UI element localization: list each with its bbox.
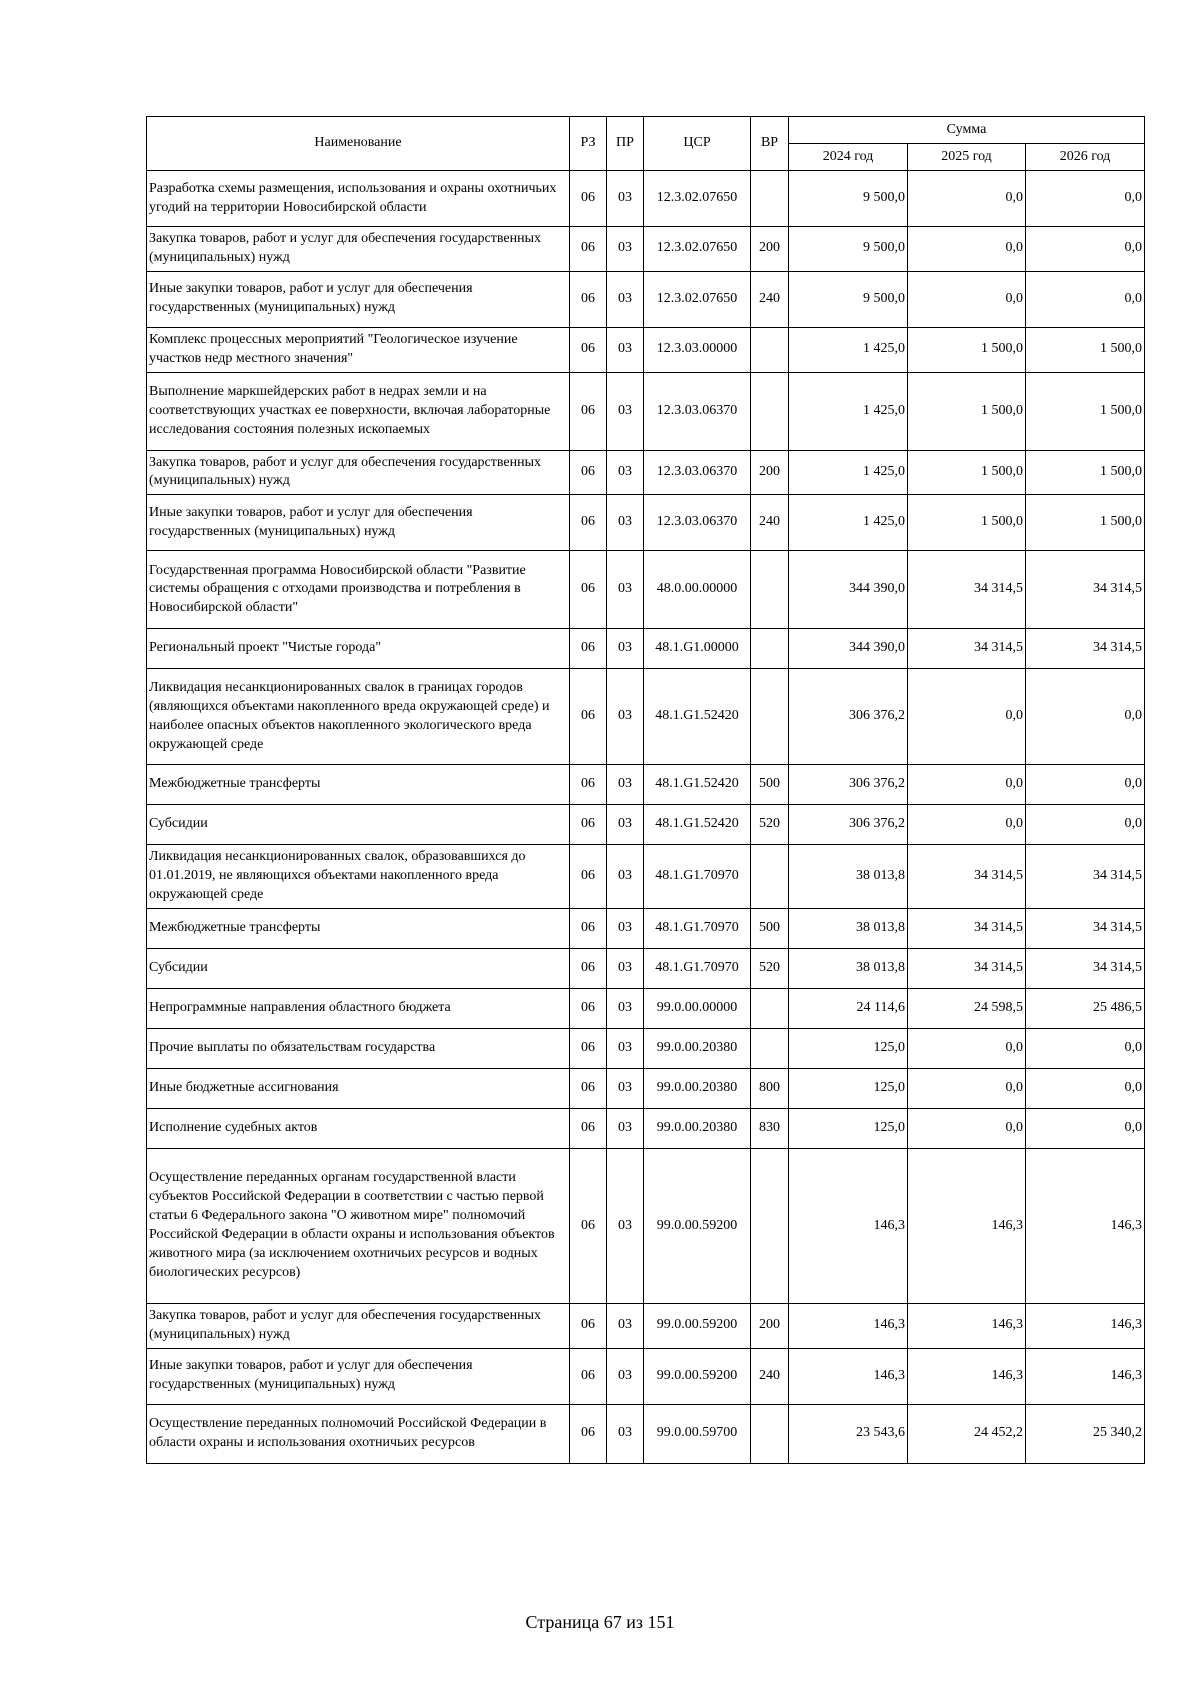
row-csr: 48.1.G1.52420 — [644, 669, 751, 765]
row-csr: 48.1.G1.70970 — [644, 949, 751, 989]
row-rz: 06 — [570, 227, 607, 272]
row-vr — [751, 1149, 789, 1304]
row-name: Прочие выплаты по обязательствам государства — [147, 1029, 570, 1069]
row-sum-2026: 0,0 — [1026, 1029, 1145, 1069]
row-rz: 06 — [570, 372, 607, 450]
table-row — [147, 171, 1145, 227]
row-sum-2026: 0,0 — [1026, 171, 1145, 227]
header-name: Наименование — [147, 117, 570, 171]
row-pr: 03 — [607, 1069, 644, 1109]
row-sum-2026: 146,3 — [1026, 1348, 1145, 1404]
row-rz: 06 — [570, 271, 607, 327]
header-csr: ЦСР — [644, 117, 751, 171]
row-pr: 03 — [607, 629, 644, 669]
row-pr: 03 — [607, 845, 644, 909]
row-name: Субсидии — [147, 949, 570, 989]
row-sum-2026: 34 314,5 — [1026, 551, 1145, 629]
row-vr — [751, 372, 789, 450]
table-row — [147, 845, 1145, 909]
row-vr: 520 — [751, 949, 789, 989]
budget-table — [146, 116, 1145, 1464]
row-rz: 06 — [570, 669, 607, 765]
row-name: Исполнение судебных актов — [147, 1109, 570, 1149]
row-sum-2024: 1 425,0 — [789, 372, 908, 450]
row-sum-2025: 0,0 — [908, 271, 1026, 327]
row-pr: 03 — [607, 271, 644, 327]
row-rz: 06 — [570, 1404, 607, 1463]
row-pr: 03 — [607, 949, 644, 989]
row-csr: 12.3.02.07650 — [644, 171, 751, 227]
row-name: Закупка товаров, работ и услуг для обеспечения государственных (муниципальных) нужд — [147, 450, 570, 495]
header-year-2025: 2025 год — [908, 144, 1026, 171]
row-rz: 06 — [570, 909, 607, 949]
row-rz: 06 — [570, 629, 607, 669]
row-rz: 06 — [570, 989, 607, 1029]
row-sum-2026: 34 314,5 — [1026, 845, 1145, 909]
header-year-2026: 2026 год — [1026, 144, 1145, 171]
row-sum-2026: 1 500,0 — [1026, 327, 1145, 372]
row-sum-2025: 1 500,0 — [908, 495, 1026, 551]
row-csr: 99.0.00.59200 — [644, 1304, 751, 1349]
row-rz: 06 — [570, 765, 607, 805]
table-row — [147, 1404, 1145, 1463]
table-row — [147, 271, 1145, 327]
row-vr — [751, 845, 789, 909]
row-csr: 48.1.G1.52420 — [644, 805, 751, 845]
row-pr: 03 — [607, 989, 644, 1029]
row-pr: 03 — [607, 765, 644, 805]
row-sum-2025: 0,0 — [908, 1069, 1026, 1109]
header-pr: ПР — [607, 117, 644, 171]
header-rz: РЗ — [570, 117, 607, 171]
row-sum-2026: 0,0 — [1026, 805, 1145, 845]
header-sum: Сумма — [789, 117, 1145, 144]
row-vr: 500 — [751, 765, 789, 805]
row-sum-2025: 34 314,5 — [908, 949, 1026, 989]
row-vr — [751, 1404, 789, 1463]
row-sum-2024: 9 500,0 — [789, 271, 908, 327]
row-sum-2025: 24 452,2 — [908, 1404, 1026, 1463]
row-sum-2026: 0,0 — [1026, 227, 1145, 272]
row-sum-2026: 34 314,5 — [1026, 949, 1145, 989]
row-sum-2025: 0,0 — [908, 765, 1026, 805]
row-vr — [751, 669, 789, 765]
row-sum-2024: 125,0 — [789, 1029, 908, 1069]
row-sum-2026: 25 340,2 — [1026, 1404, 1145, 1463]
table-row — [147, 765, 1145, 805]
row-sum-2026: 25 486,5 — [1026, 989, 1145, 1029]
row-name: Разработка схемы размещения, использования и охраны охотничьих угодий на территории Новосибирской области — [147, 171, 570, 227]
row-sum-2026: 34 314,5 — [1026, 909, 1145, 949]
row-name: Закупка товаров, работ и услуг для обеспечения государственных (муниципальных) нужд — [147, 227, 570, 272]
row-pr: 03 — [607, 1149, 644, 1304]
row-sum-2026: 0,0 — [1026, 271, 1145, 327]
row-rz: 06 — [570, 450, 607, 495]
row-name: Иные закупки товаров, работ и услуг для обеспечения государственных (муниципальных) нужд — [147, 271, 570, 327]
row-sum-2024: 9 500,0 — [789, 227, 908, 272]
row-sum-2026: 1 500,0 — [1026, 450, 1145, 495]
table-row — [147, 327, 1145, 372]
row-vr: 800 — [751, 1069, 789, 1109]
table-header — [147, 117, 1145, 171]
row-vr: 240 — [751, 495, 789, 551]
row-csr: 99.0.00.59700 — [644, 1404, 751, 1463]
row-vr: 520 — [751, 805, 789, 845]
row-csr: 99.0.00.20380 — [644, 1069, 751, 1109]
row-vr: 200 — [751, 227, 789, 272]
row-csr: 12.3.03.06370 — [644, 372, 751, 450]
row-sum-2024: 24 114,6 — [789, 989, 908, 1029]
row-vr — [751, 1029, 789, 1069]
row-sum-2025: 34 314,5 — [908, 551, 1026, 629]
row-sum-2024: 125,0 — [789, 1069, 908, 1109]
row-csr: 99.0.00.00000 — [644, 989, 751, 1029]
row-sum-2024: 23 543,6 — [789, 1404, 908, 1463]
table-row — [147, 1348, 1145, 1404]
row-rz: 06 — [570, 327, 607, 372]
row-name: Межбюджетные трансферты — [147, 765, 570, 805]
row-csr: 48.1.G1.70970 — [644, 909, 751, 949]
row-sum-2025: 0,0 — [908, 1109, 1026, 1149]
row-sum-2025: 0,0 — [908, 669, 1026, 765]
row-rz: 06 — [570, 1149, 607, 1304]
row-sum-2026: 146,3 — [1026, 1149, 1145, 1304]
row-csr: 99.0.00.20380 — [644, 1109, 751, 1149]
row-csr: 48.1.G1.70970 — [644, 845, 751, 909]
table-row — [147, 669, 1145, 765]
row-name: Иные бюджетные ассигнования — [147, 1069, 570, 1109]
row-csr: 12.3.02.07650 — [644, 271, 751, 327]
row-sum-2024: 146,3 — [789, 1348, 908, 1404]
row-pr: 03 — [607, 495, 644, 551]
row-vr: 830 — [751, 1109, 789, 1149]
row-rz: 06 — [570, 495, 607, 551]
row-name: Закупка товаров, работ и услуг для обеспечения государственных (муниципальных) нужд — [147, 1304, 570, 1349]
row-sum-2024: 146,3 — [789, 1149, 908, 1304]
row-sum-2025: 146,3 — [908, 1348, 1026, 1404]
row-sum-2024: 344 390,0 — [789, 551, 908, 629]
row-pr: 03 — [607, 805, 644, 845]
table-row — [147, 1029, 1145, 1069]
row-csr: 12.3.02.07650 — [644, 227, 751, 272]
table-row — [147, 989, 1145, 1029]
row-rz: 06 — [570, 551, 607, 629]
row-sum-2025: 0,0 — [908, 227, 1026, 272]
row-vr — [751, 989, 789, 1029]
row-sum-2024: 306 376,2 — [789, 669, 908, 765]
row-name: Ликвидация несанкционированных свалок в границах городов (являющихся объектами накопленного вреда окружающей среде) и наиболее опасных объектов накопленного экологического вреда окружающей среде — [147, 669, 570, 765]
row-sum-2025: 146,3 — [908, 1304, 1026, 1349]
row-sum-2025: 0,0 — [908, 171, 1026, 227]
row-sum-2024: 1 425,0 — [789, 495, 908, 551]
row-sum-2024: 38 013,8 — [789, 949, 908, 989]
row-pr: 03 — [607, 1304, 644, 1349]
table-row — [147, 629, 1145, 669]
row-pr: 03 — [607, 372, 644, 450]
row-sum-2024: 1 425,0 — [789, 327, 908, 372]
row-pr: 03 — [607, 551, 644, 629]
row-sum-2025: 1 500,0 — [908, 327, 1026, 372]
row-csr: 12.3.03.00000 — [644, 327, 751, 372]
row-vr — [751, 551, 789, 629]
row-csr: 12.3.03.06370 — [644, 450, 751, 495]
row-csr: 99.0.00.59200 — [644, 1348, 751, 1404]
table-row — [147, 1109, 1145, 1149]
table-row — [147, 227, 1145, 272]
table-row — [147, 1149, 1145, 1304]
row-sum-2024: 344 390,0 — [789, 629, 908, 669]
table-row — [147, 805, 1145, 845]
table-row — [147, 949, 1145, 989]
table-row — [147, 551, 1145, 629]
row-vr — [751, 629, 789, 669]
row-pr: 03 — [607, 327, 644, 372]
table-row — [147, 372, 1145, 450]
row-vr — [751, 327, 789, 372]
row-name: Межбюджетные трансферты — [147, 909, 570, 949]
row-name: Осуществление переданных органам государственной власти субъектов Российской Федерации в соответствии с частью первой статьи 6 Федерального закона "О животном мире" полномочий Российской Федерации в области охраны и использования объектов животного мира (за исключением охотничьих ресурсов и водных биологических ресурсов) — [147, 1149, 570, 1304]
row-rz: 06 — [570, 1069, 607, 1109]
row-pr: 03 — [607, 227, 644, 272]
row-csr: 99.0.00.59200 — [644, 1149, 751, 1304]
row-rz: 06 — [570, 1029, 607, 1069]
header-vr: ВР — [751, 117, 789, 171]
row-sum-2026: 0,0 — [1026, 1069, 1145, 1109]
row-sum-2026: 1 500,0 — [1026, 495, 1145, 551]
row-vr: 200 — [751, 1304, 789, 1349]
row-rz: 06 — [570, 805, 607, 845]
row-csr: 48.1.G1.52420 — [644, 765, 751, 805]
row-rz: 06 — [570, 171, 607, 227]
row-vr: 240 — [751, 271, 789, 327]
row-vr — [751, 171, 789, 227]
row-pr: 03 — [607, 450, 644, 495]
row-sum-2025: 24 598,5 — [908, 989, 1026, 1029]
row-rz: 06 — [570, 1348, 607, 1404]
row-sum-2025: 34 314,5 — [908, 909, 1026, 949]
row-pr: 03 — [607, 1109, 644, 1149]
row-csr: 48.0.00.00000 — [644, 551, 751, 629]
row-rz: 06 — [570, 949, 607, 989]
row-name: Выполнение маркшейдерских работ в недрах земли и на соответствующих участках ее поверхности, включая лабораторные исследования состояния полезных ископаемых — [147, 372, 570, 450]
row-vr: 200 — [751, 450, 789, 495]
row-name: Государственная программа Новосибирской области "Развитие системы обращения с отходами производства и потребления в Новосибирской области" — [147, 551, 570, 629]
row-pr: 03 — [607, 1348, 644, 1404]
row-sum-2026: 1 500,0 — [1026, 372, 1145, 450]
row-name: Ликвидация несанкционированных свалок, образовавшихся до 01.01.2019, не являющихся объектами накопленного вреда окружающей среде — [147, 845, 570, 909]
row-sum-2025: 34 314,5 — [908, 845, 1026, 909]
row-sum-2024: 38 013,8 — [789, 909, 908, 949]
row-sum-2026: 34 314,5 — [1026, 629, 1145, 669]
row-sum-2026: 0,0 — [1026, 1109, 1145, 1149]
table-row — [147, 1304, 1145, 1349]
row-name: Иные закупки товаров, работ и услуг для обеспечения государственных (муниципальных) нужд — [147, 495, 570, 551]
page-number: Страница 67 из 151 — [525, 1612, 675, 1632]
table-row — [147, 1069, 1145, 1109]
row-pr: 03 — [607, 1029, 644, 1069]
row-name: Иные закупки товаров, работ и услуг для обеспечения государственных (муниципальных) нужд — [147, 1348, 570, 1404]
row-pr: 03 — [607, 171, 644, 227]
table-row — [147, 495, 1145, 551]
row-vr: 500 — [751, 909, 789, 949]
row-sum-2024: 38 013,8 — [789, 845, 908, 909]
row-sum-2024: 1 425,0 — [789, 450, 908, 495]
row-sum-2025: 1 500,0 — [908, 450, 1026, 495]
row-sum-2024: 306 376,2 — [789, 805, 908, 845]
row-sum-2026: 146,3 — [1026, 1304, 1145, 1349]
row-csr: 99.0.00.20380 — [644, 1029, 751, 1069]
row-name: Комплекс процессных мероприятий "Геологическое изучение участков недр местного значения" — [147, 327, 570, 372]
table-row — [147, 450, 1145, 495]
row-pr: 03 — [607, 909, 644, 949]
row-rz: 06 — [570, 1109, 607, 1149]
row-rz: 06 — [570, 845, 607, 909]
row-sum-2025: 34 314,5 — [908, 629, 1026, 669]
header-year-2024: 2024 год — [789, 144, 908, 171]
row-csr: 48.1.G1.00000 — [644, 629, 751, 669]
row-pr: 03 — [607, 669, 644, 765]
row-sum-2024: 9 500,0 — [789, 171, 908, 227]
row-sum-2026: 0,0 — [1026, 669, 1145, 765]
row-sum-2024: 306 376,2 — [789, 765, 908, 805]
row-sum-2026: 0,0 — [1026, 765, 1145, 805]
row-sum-2024: 146,3 — [789, 1304, 908, 1349]
row-sum-2025: 0,0 — [908, 1029, 1026, 1069]
row-vr: 240 — [751, 1348, 789, 1404]
row-csr: 12.3.03.06370 — [644, 495, 751, 551]
table-body — [147, 171, 1145, 1464]
row-sum-2025: 146,3 — [908, 1149, 1026, 1304]
row-sum-2024: 125,0 — [789, 1109, 908, 1149]
row-sum-2025: 1 500,0 — [908, 372, 1026, 450]
row-name: Региональный проект "Чистые города" — [147, 629, 570, 669]
row-name: Субсидии — [147, 805, 570, 845]
table-row — [147, 909, 1145, 949]
row-rz: 06 — [570, 1304, 607, 1349]
row-name: Непрограммные направления областного бюджета — [147, 989, 570, 1029]
row-sum-2025: 0,0 — [908, 805, 1026, 845]
row-name: Осуществление переданных полномочий Российской Федерации в области охраны и использования охотничьих ресурсов — [147, 1404, 570, 1463]
row-pr: 03 — [607, 1404, 644, 1463]
